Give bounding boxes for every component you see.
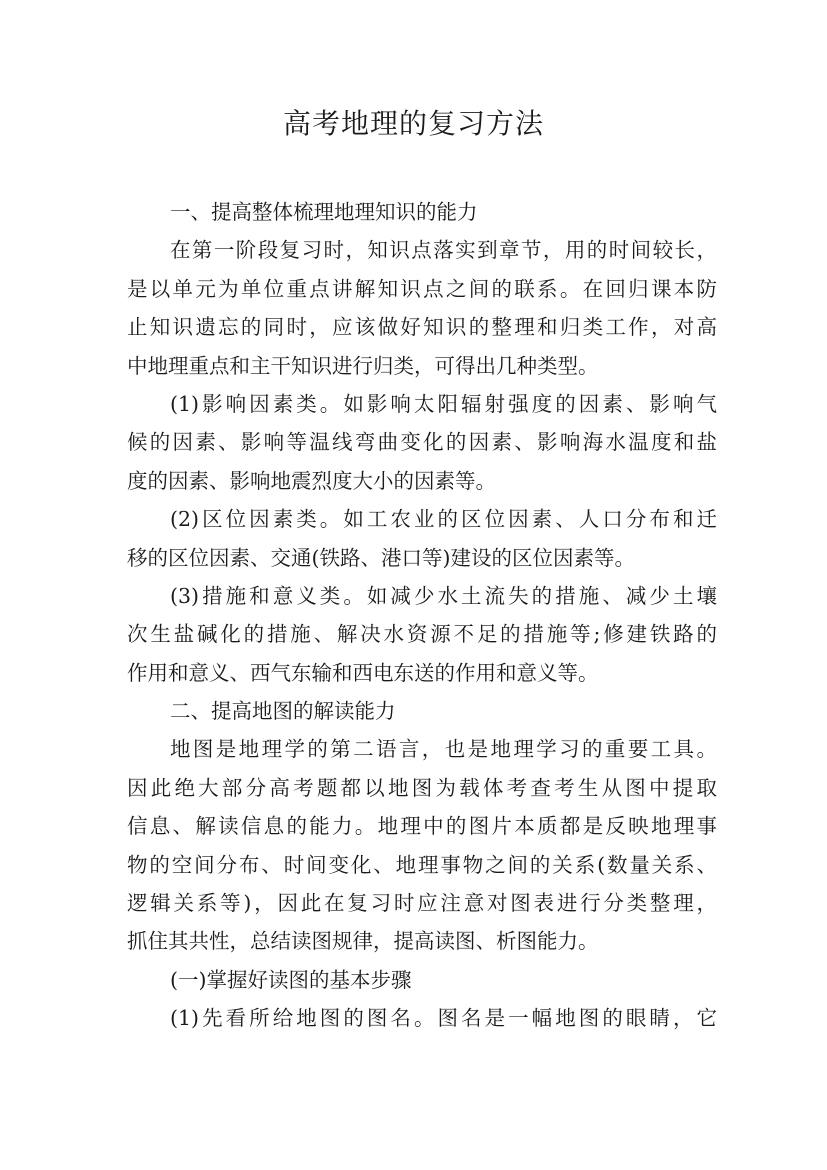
paragraph-line: 中地理重点和主干知识进行归类，可得出几种类型。 [127,353,599,378]
paragraph-line: 作用和意义、西气东输和西电东送的作用和意义等。 [127,660,599,685]
paragraph-line: 逻辑关系等)，因此在复习时应注意对图表进行分类整理， [127,891,717,916]
paragraph-line: 在第一阶段复习时，知识点落实到章节，用的时间较长， [170,238,717,263]
section-heading: 二、提高地图的解读能力 [170,699,396,724]
paragraph-line: 是以单元为单位重点讲解知识点之间的联系。在回归课本防 [127,276,717,301]
paragraph-line: 候的因素、影响等温线弯曲变化的因素、影响海水温度和盐 [127,430,717,455]
document-body [127,193,717,1038]
paragraph-line: 物的空间分布、时间变化、地理事物之间的关系(数量关系、 [127,852,717,877]
paragraph-line: 止知识遗忘的同时，应该做好知识的整理和归类工作，对高 [127,315,717,340]
subsection-heading: (一)掌握好读图的基本步骤 [170,967,412,992]
paragraph-line: 度的因素、影响地震烈度大小的因素等。 [127,468,496,493]
paragraph-line: 移的区位因素、交通(铁路、港口等)建设的区位因素等。 [127,545,635,570]
document-title: 高考地理的复习方法 [282,107,544,140]
paragraph-line: (3)措施和意义类。如减少水土流失的措施、减少土壤 [170,583,717,608]
paragraph-line: 地图是地理学的第二语言，也是地理学习的重要工具。 [170,737,717,762]
paragraph-line: 抓住其共性，总结读图规律，提高读图、析图能力。 [127,929,599,954]
paragraph-line: 次生盐碱化的措施、解决水资源不足的措施等;修建铁路的 [127,622,717,647]
paragraph-line: (2)区位因素类。如工农业的区位因素、人口分布和迁 [170,507,717,532]
paragraph-line: 因此绝大部分高考题都以地图为载体考查考生从图中提取 [127,775,717,800]
section-heading: 一、提高整体梳理地理知识的能力 [170,200,478,224]
paragraph-line: (1)影响因素类。如影响太阳辐射强度的因素、影响气 [170,391,717,416]
paragraph-line: 信息、解读信息的能力。地理中的图片本质都是反映地理事 [127,814,717,839]
paragraph-line: (1)先看所给地图的图名。图名是一幅地图的眼睛，它 [170,1006,717,1031]
